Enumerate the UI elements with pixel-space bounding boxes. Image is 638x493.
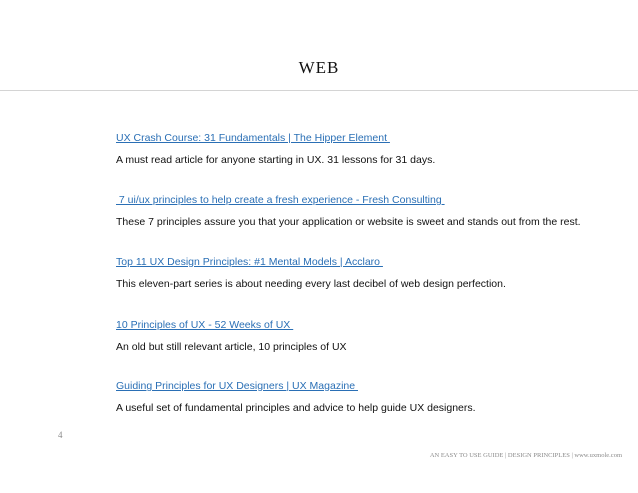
page-title: WEB <box>298 58 340 77</box>
resource-link[interactable]: 7 ui/ux principles to help create a fresh experience - Fresh Consulting <box>116 194 445 206</box>
resource-entry <box>116 128 616 167</box>
resource-description: This eleven-part series is about needing every last decibel of web design perfection. <box>116 278 506 290</box>
resource-entry <box>116 190 616 229</box>
resource-entry <box>116 315 616 354</box>
resource-description: An old but still relevant article, 10 principles of UX <box>116 341 347 353</box>
resource-link[interactable]: UX Crash Course: 31 Fundamentals | The Hipper Element <box>116 132 390 144</box>
resource-description: A useful set of fundamental principles and advice to help guide UX designers. <box>116 402 476 414</box>
footer-text: AN EASY TO USE GUIDE | DESIGN PRINCIPLES | www.uxmole.com <box>429 452 622 459</box>
page-number: 4 <box>58 430 63 440</box>
resource-entry <box>116 376 616 415</box>
resource-description: These 7 principles assure you that your application or website is sweet and stands out from the rest. <box>116 216 581 228</box>
resource-link[interactable]: Top 11 UX Design Principles: #1 Mental Models | Acclaro <box>116 256 383 268</box>
resource-link[interactable]: 10 Principles of UX - 52 Weeks of UX <box>116 319 294 331</box>
title-divider <box>0 90 638 91</box>
resource-description: A must read article for anyone starting in UX. 31 lessons for 31 days. <box>116 154 436 166</box>
resource-link[interactable]: Guiding Principles for UX Designers | UX Magazine <box>116 380 358 392</box>
resource-entry <box>116 252 616 291</box>
